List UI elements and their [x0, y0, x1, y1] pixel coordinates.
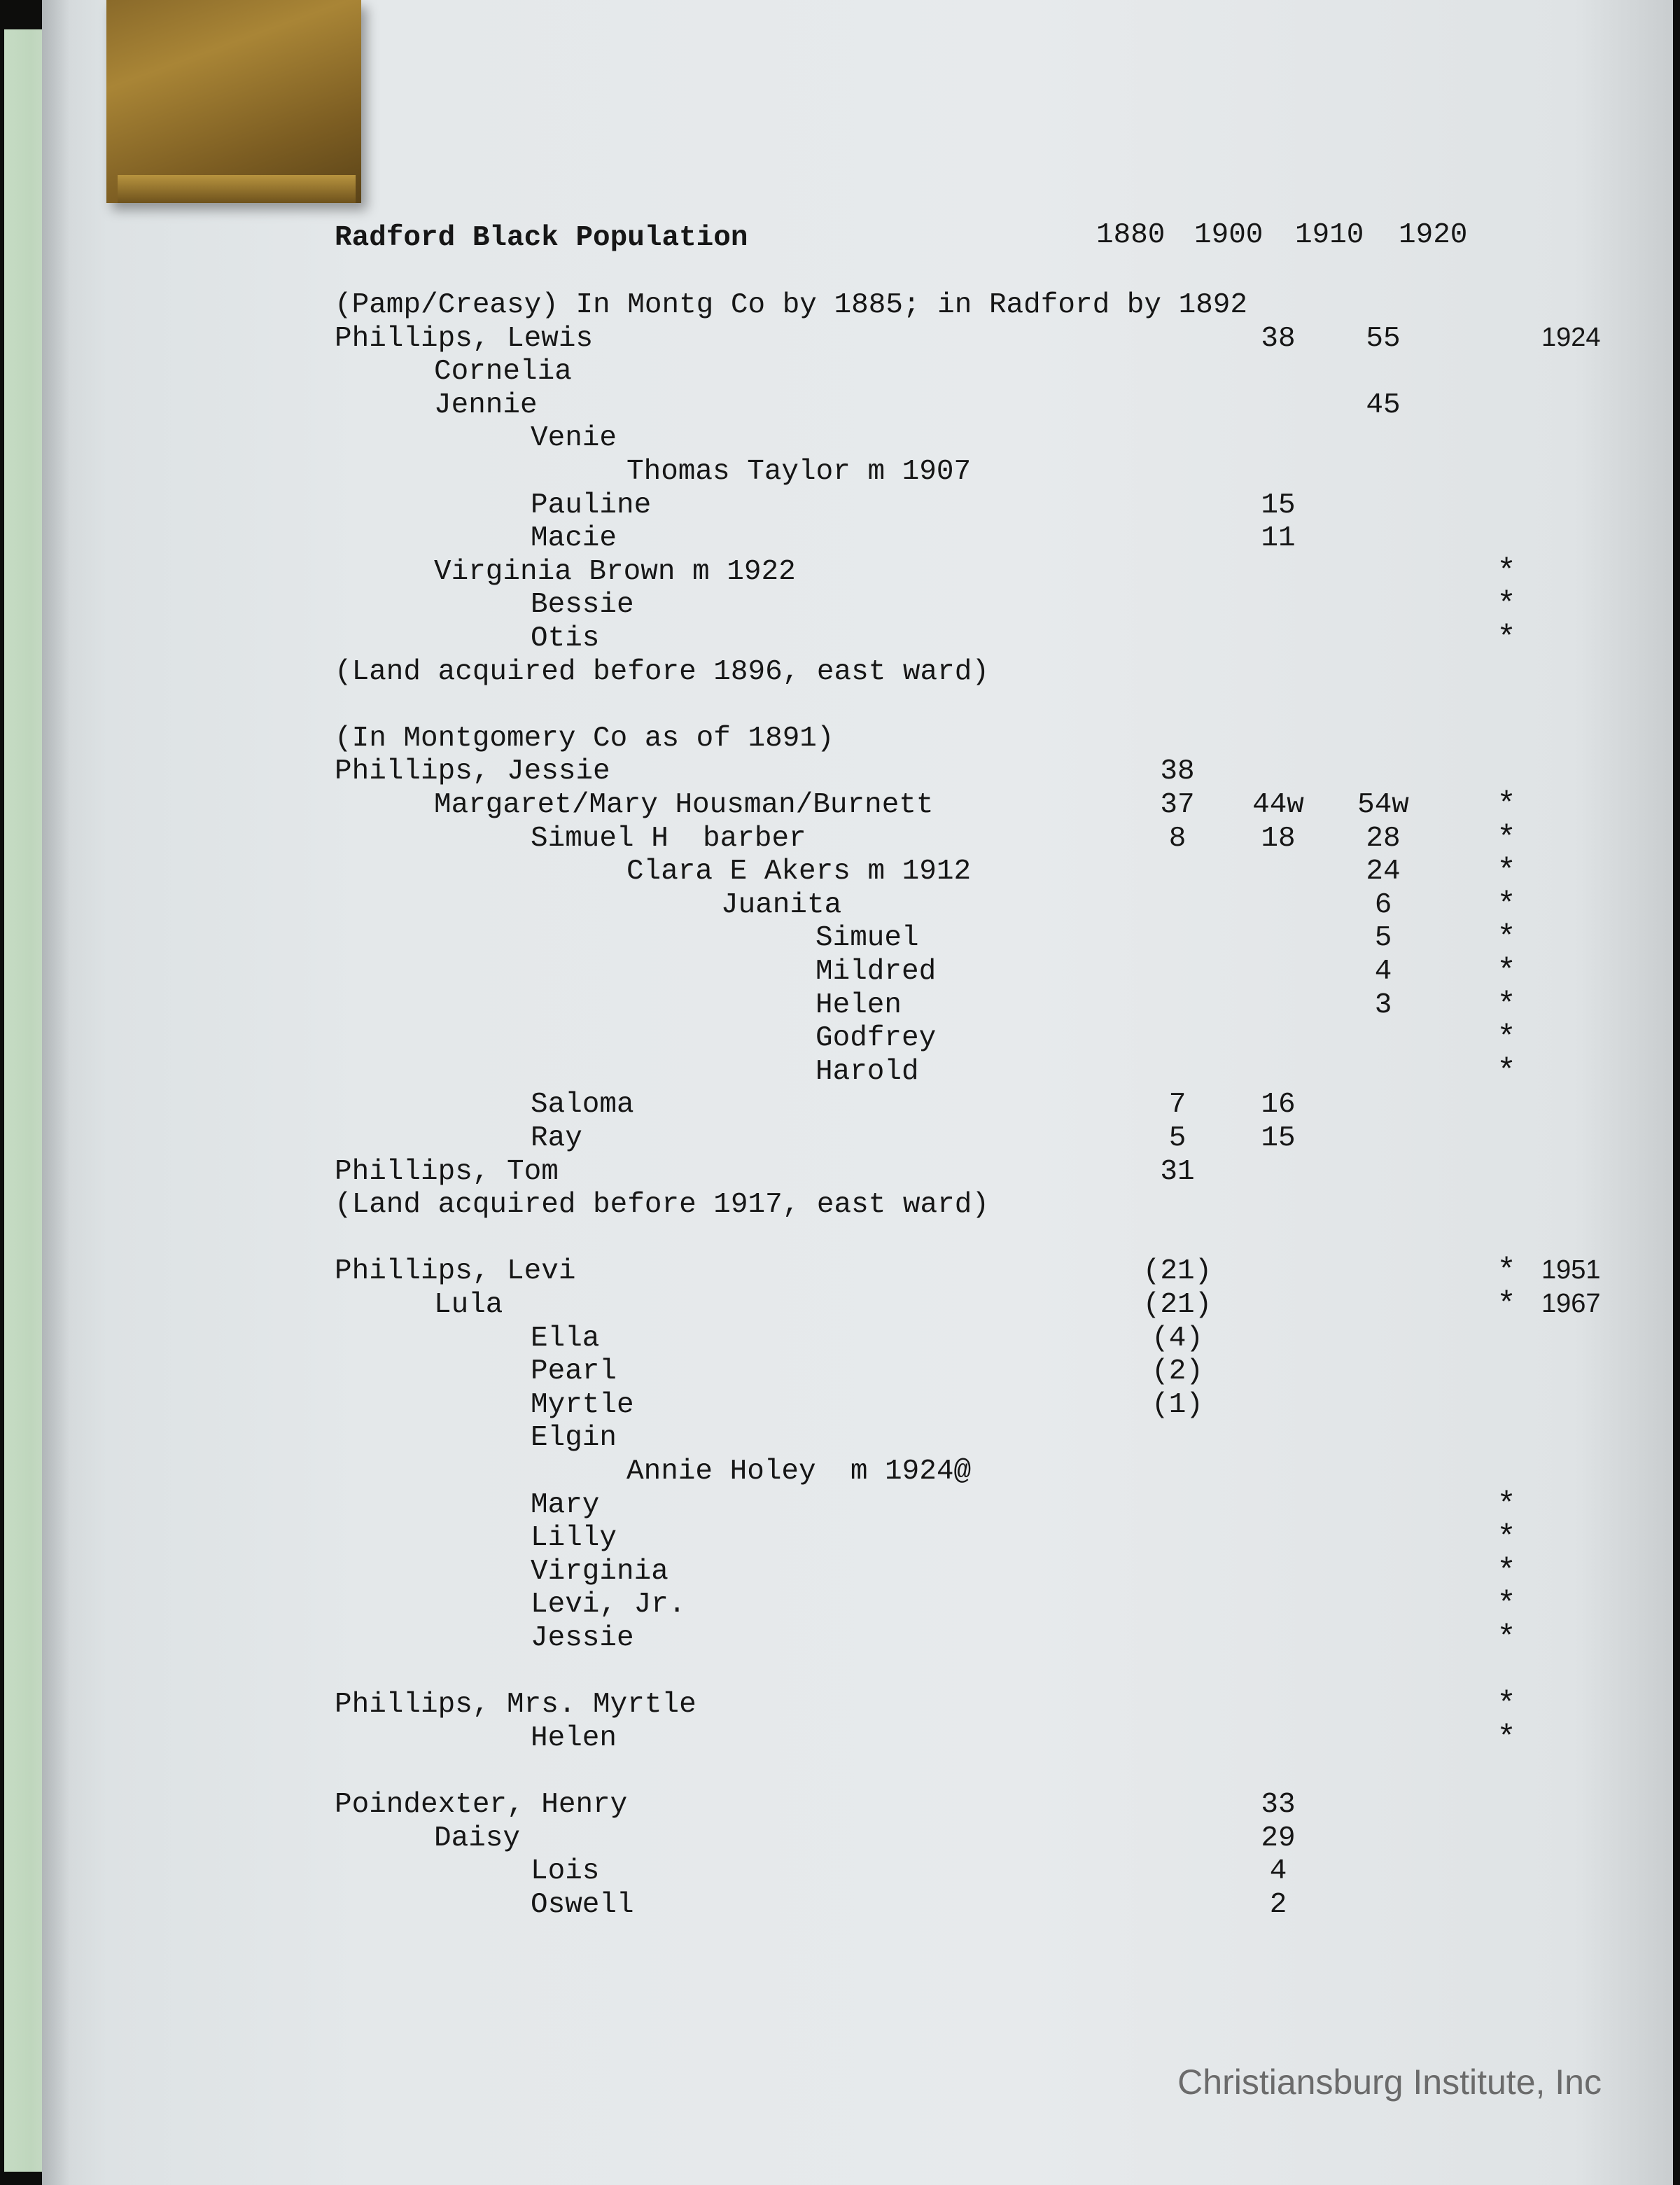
record-name: Pearl: [531, 1355, 617, 1388]
record-star-marker: *: [1497, 554, 1516, 590]
record-name: Juanita: [721, 889, 842, 921]
record-name: Annie Holey m 1924@: [626, 1455, 972, 1488]
record-value-1910: 54w: [1357, 789, 1409, 821]
year-header-1900: 1900: [1194, 219, 1264, 251]
record-value-1910: 3: [1374, 989, 1392, 1021]
record-star-marker: *: [1497, 1520, 1516, 1556]
record-name: Virginia: [531, 1556, 668, 1588]
record-name: Jennie: [434, 389, 538, 421]
record-name: Elgin: [531, 1422, 617, 1454]
record-value-1910: 55: [1366, 323, 1401, 355]
record-value-1900: 2: [1269, 1889, 1287, 1921]
record-star-marker: *: [1497, 1487, 1516, 1523]
record-name: Myrtle: [531, 1389, 634, 1421]
record-name: Phillips, Levi: [335, 1255, 576, 1287]
record-value-1900: 15: [1261, 1122, 1296, 1154]
record-value-1900: 44w: [1252, 789, 1304, 821]
record-star-marker: *: [1497, 587, 1516, 623]
record-star-marker: *: [1497, 1054, 1516, 1090]
record-value-1900: 18: [1261, 823, 1296, 855]
record-name: Helen: [816, 989, 902, 1021]
record-value-1880: (4): [1152, 1322, 1203, 1355]
record-star-marker: *: [1497, 620, 1516, 657]
record-value-1880: 5: [1168, 1122, 1186, 1154]
record-name: Lois: [531, 1855, 600, 1887]
record-name: Harold: [816, 1056, 919, 1088]
record-star-marker: *: [1497, 1287, 1516, 1323]
record-value-1900: 33: [1261, 1789, 1296, 1821]
record-name: Levi, Jr.: [531, 1589, 686, 1621]
record-star-marker: *: [1497, 1620, 1516, 1656]
record-name: Ella: [531, 1322, 600, 1355]
record-name: Otis: [531, 622, 600, 655]
record-value-1910: 4: [1374, 956, 1392, 988]
record-name: Phillips, Tom: [335, 1156, 559, 1188]
year-header-1880: 1880: [1096, 219, 1166, 251]
record-star-marker: *: [1497, 787, 1516, 823]
record-name: Thomas Taylor m 1907: [626, 456, 972, 488]
record-value-1880: (21): [1142, 1255, 1212, 1287]
record-value-1880: (1): [1152, 1389, 1203, 1421]
record-star-marker: *: [1497, 887, 1516, 923]
record-name: Phillips, Mrs. Myrtle: [335, 1689, 696, 1721]
record-name: Clara E Akers m 1912: [626, 856, 972, 888]
record-name: Godfrey: [816, 1022, 937, 1054]
record-name: Saloma: [531, 1089, 634, 1121]
year-header-1920: 1920: [1399, 219, 1468, 251]
record-value-1900: 15: [1261, 489, 1296, 522]
record-name: Mary: [531, 1489, 600, 1521]
record-value-1910: 6: [1374, 889, 1392, 921]
page-title: Radford Black Population: [335, 222, 748, 254]
record-value-1900: 38: [1261, 323, 1296, 355]
record-value-1900: 11: [1261, 522, 1296, 554]
record-name: Poindexter, Henry: [335, 1789, 628, 1821]
record-value-1880: 38: [1160, 755, 1195, 788]
record-star-marker: *: [1497, 821, 1516, 857]
record-star-marker: *: [1497, 954, 1516, 990]
record-name: Bessie: [531, 589, 634, 621]
record-value-1910: 5: [1374, 922, 1392, 954]
record-name: Pauline: [531, 489, 652, 522]
record-value-1900: 4: [1269, 1855, 1287, 1887]
record-name: Helen: [531, 1722, 617, 1754]
record-value-1880: 37: [1160, 789, 1195, 821]
record-value-1910: 45: [1366, 389, 1401, 421]
record-star-marker: *: [1497, 920, 1516, 956]
record-name: Macie: [531, 522, 617, 554]
record-value-1880: (21): [1142, 1289, 1212, 1321]
record-name: Oswell: [531, 1889, 634, 1921]
record-star-marker: *: [1497, 1253, 1516, 1290]
record-name: Daisy: [434, 1822, 521, 1855]
record-name: Mildred: [816, 956, 937, 988]
year-header-1910: 1910: [1295, 219, 1364, 251]
watermark: Christiansburg Institute, Inc: [1177, 2062, 1602, 2102]
record-value-1910: 28: [1366, 823, 1401, 855]
record-name: Simuel: [816, 922, 919, 954]
record-handwritten-note: 1951: [1541, 1255, 1601, 1285]
record-star-marker: *: [1497, 1687, 1516, 1723]
record-name: Virginia Brown m 1922: [434, 556, 796, 588]
record-name: (Land acquired before 1917, east ward): [335, 1189, 989, 1221]
record-name: Jessie: [531, 1622, 634, 1654]
record-star-marker: *: [1497, 1020, 1516, 1056]
record-value-1880: 7: [1168, 1089, 1186, 1121]
record-name: Lilly: [531, 1522, 617, 1554]
record-value-1900: 29: [1261, 1822, 1296, 1855]
record-star-marker: *: [1497, 1586, 1516, 1623]
record-name: Phillips, Jessie: [335, 755, 610, 788]
record-name: Lula: [434, 1289, 503, 1321]
record-name: Venie: [531, 422, 617, 454]
record-star-marker: *: [1497, 1554, 1516, 1590]
record-value-1900: 16: [1261, 1089, 1296, 1121]
record-value-1910: 24: [1366, 856, 1401, 888]
record-name: (Pamp/Creasy) In Montg Co by 1885; in Radford by 1892: [335, 289, 1248, 321]
record-handwritten-note: 1967: [1541, 1289, 1601, 1318]
record-name: (Land acquired before 1896, east ward): [335, 656, 989, 688]
record-name: Ray: [531, 1122, 582, 1154]
record-value-1880: 31: [1160, 1156, 1195, 1188]
record-name: Margaret/Mary Housman/Burnett: [434, 789, 934, 821]
record-name: Cornelia: [434, 356, 572, 388]
record-star-marker: *: [1497, 1720, 1516, 1757]
record-star-marker: *: [1497, 987, 1516, 1024]
record-value-1880: 8: [1168, 823, 1186, 855]
record-name: Phillips, Lewis: [335, 323, 594, 355]
record-name: (In Montgomery Co as of 1891): [335, 722, 834, 755]
record-name: Simuel H barber: [531, 823, 806, 855]
record-value-1880: (2): [1152, 1355, 1203, 1388]
record-star-marker: *: [1497, 853, 1516, 890]
record-handwritten-note: 1924: [1541, 323, 1601, 352]
